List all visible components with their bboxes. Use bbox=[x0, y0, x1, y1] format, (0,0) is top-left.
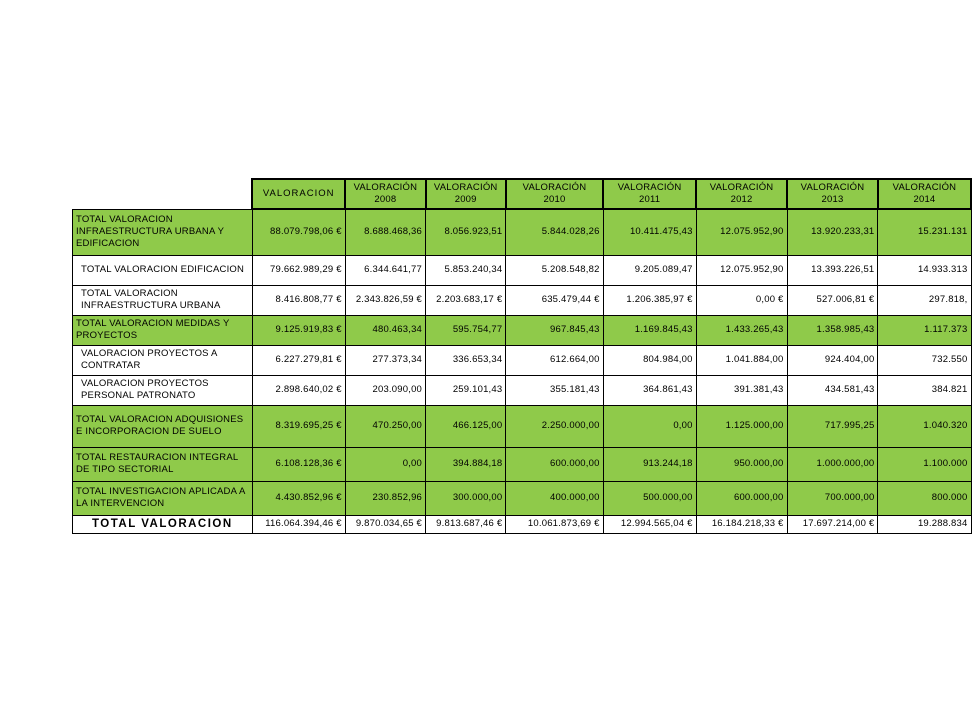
value-cell: 600.000,00 bbox=[506, 447, 603, 481]
value-cell: 700.000,00 bbox=[787, 481, 878, 515]
value-cell: 480.463,34 bbox=[345, 315, 425, 345]
total-value-cell: 9.813.687,46 € bbox=[426, 515, 506, 533]
value-cell: 300.000,00 bbox=[426, 481, 506, 515]
table-viewport bbox=[72, 178, 968, 538]
value-cell: 8.416.808,77 € bbox=[252, 285, 345, 315]
row-label: TOTAL RESTAURACION INTEGRAL DE TIPO SECTORIAL bbox=[73, 447, 253, 481]
value-cell: 259.101,43 bbox=[426, 375, 506, 405]
table-body bbox=[73, 209, 972, 533]
header-text: VALORACIÓN 2011 bbox=[617, 182, 682, 205]
value-cell: 924.404,00 bbox=[787, 345, 878, 375]
header-cell bbox=[878, 179, 971, 209]
value-cell: 2.203.683,17 € bbox=[426, 285, 506, 315]
value-cell: 13.920.233,31 bbox=[787, 209, 878, 255]
valuation-table bbox=[72, 178, 972, 534]
value-cell: 5.208.548,82 bbox=[506, 255, 603, 285]
value-cell: 203.090,00 bbox=[345, 375, 425, 405]
value-cell: 277.373,34 bbox=[345, 345, 425, 375]
table-row bbox=[73, 285, 972, 315]
value-cell: 230.852,96 bbox=[345, 481, 425, 515]
value-cell: 0,00 bbox=[345, 447, 425, 481]
value-cell: 88.079.798,06 € bbox=[252, 209, 345, 255]
value-cell: 400.000,00 bbox=[506, 481, 603, 515]
row-label: VALORACION PROYECTOS A CONTRATAR bbox=[73, 345, 253, 375]
table-row bbox=[73, 375, 972, 405]
value-cell: 2.250.000,00 bbox=[506, 405, 603, 447]
value-cell: 2.343.826,59 € bbox=[345, 285, 425, 315]
value-cell: 0,00 € bbox=[696, 285, 787, 315]
value-cell: 12.075.952,90 bbox=[696, 255, 787, 285]
value-cell: 913.244,18 bbox=[603, 447, 696, 481]
value-cell: 500.000,00 bbox=[603, 481, 696, 515]
value-cell: 5.844.028,26 bbox=[506, 209, 603, 255]
value-cell: 14.933.313 bbox=[878, 255, 971, 285]
header-text: VALORACIÓN 2012 bbox=[709, 182, 774, 205]
header-row bbox=[73, 179, 972, 209]
value-cell: 355.181,43 bbox=[506, 375, 603, 405]
value-cell: 1.433.265,43 bbox=[696, 315, 787, 345]
value-cell: 595.754,77 bbox=[426, 315, 506, 345]
row-label: TOTAL VALORACION EDIFICACION bbox=[73, 255, 253, 285]
header-cell bbox=[426, 179, 506, 209]
total-value-cell: 16.184.218,33 € bbox=[696, 515, 787, 533]
row-label: TOTAL INVESTIGACION APLICADA A LA INTERVENCION bbox=[73, 481, 253, 515]
value-cell: 466.125,00 bbox=[426, 405, 506, 447]
value-cell: 434.581,43 bbox=[787, 375, 878, 405]
value-cell: 635.479,44 € bbox=[506, 285, 603, 315]
header-text: VALORACIÓN 2010 bbox=[522, 182, 587, 205]
header-text: VALORACIÓN 2014 bbox=[892, 182, 957, 205]
row-label: VALORACION PROYECTOS PERSONAL PATRONATO bbox=[73, 375, 253, 405]
value-cell: 4.430.852,96 € bbox=[252, 481, 345, 515]
value-cell: 804.984,00 bbox=[603, 345, 696, 375]
total-value-cell: 9.870.034,65 € bbox=[345, 515, 425, 533]
value-cell: 6.227.279,81 € bbox=[252, 345, 345, 375]
value-cell: 800.000 bbox=[878, 481, 971, 515]
table-row bbox=[73, 255, 972, 285]
value-cell: 527.006,81 € bbox=[787, 285, 878, 315]
value-cell: 10.411.475,43 bbox=[603, 209, 696, 255]
value-cell: 79.662.989,29 € bbox=[252, 255, 345, 285]
value-cell: 612.664,00 bbox=[506, 345, 603, 375]
value-cell: 336.653,34 bbox=[426, 345, 506, 375]
value-cell: 12.075.952,90 bbox=[696, 209, 787, 255]
total-value-cell: 17.697.214,00 € bbox=[787, 515, 878, 533]
value-cell: 6.344.641,77 bbox=[345, 255, 425, 285]
total-value-cell: 116.064.394,46 € bbox=[252, 515, 345, 533]
value-cell: 1.169.845,43 bbox=[603, 315, 696, 345]
total-value-cell: 10.061.873,69 € bbox=[506, 515, 603, 533]
value-cell: 2.898.640,02 € bbox=[252, 375, 345, 405]
value-cell: 1.041.884,00 bbox=[696, 345, 787, 375]
value-cell: 297.818, bbox=[878, 285, 971, 315]
value-cell: 9.205.089,47 bbox=[603, 255, 696, 285]
table-row bbox=[73, 481, 972, 515]
table-row bbox=[73, 447, 972, 481]
header-cell bbox=[603, 179, 696, 209]
value-cell: 1.100.000 bbox=[878, 447, 971, 481]
value-cell: 1.040.320 bbox=[878, 405, 971, 447]
header-cell: VALORACION bbox=[252, 179, 345, 209]
table-row bbox=[73, 315, 972, 345]
value-cell: 1.000.000,00 bbox=[787, 447, 878, 481]
value-cell: 391.381,43 bbox=[696, 375, 787, 405]
value-cell: 9.125.919,83 € bbox=[252, 315, 345, 345]
value-cell: 8.056.923,51 bbox=[426, 209, 506, 255]
value-cell: 470.250,00 bbox=[345, 405, 425, 447]
header-text: VALORACIÓN 2009 bbox=[433, 182, 498, 205]
value-cell: 1.206.385,97 € bbox=[603, 285, 696, 315]
value-cell: 732.550 bbox=[878, 345, 971, 375]
value-cell: 967.845,43 bbox=[506, 315, 603, 345]
value-cell: 5.853.240,34 bbox=[426, 255, 506, 285]
total-row bbox=[73, 515, 972, 533]
total-value-cell: 12.994.565,04 € bbox=[603, 515, 696, 533]
value-cell: 1.125.000,00 bbox=[696, 405, 787, 447]
value-cell: 13.393.226,51 bbox=[787, 255, 878, 285]
table-row bbox=[73, 345, 972, 375]
value-cell: 364.861,43 bbox=[603, 375, 696, 405]
value-cell: 6.108.128,36 € bbox=[252, 447, 345, 481]
header-corner bbox=[73, 179, 253, 209]
row-label: TOTAL VALORACION INFRAESTRUCTURA URBANA bbox=[73, 285, 253, 315]
value-cell: 717.995,25 bbox=[787, 405, 878, 447]
row-label: TOTAL VALORACION MEDIDAS Y PROYECTOS bbox=[73, 315, 253, 345]
row-label: TOTAL VALORACION ADQUISIONES E INCORPORACION DE SUELO bbox=[73, 405, 253, 447]
header-cell bbox=[787, 179, 878, 209]
value-cell: 15.231.131 bbox=[878, 209, 971, 255]
header-text: VALORACIÓN 2008 bbox=[353, 182, 418, 205]
value-cell: 8.688.468,36 bbox=[345, 209, 425, 255]
value-cell: 600.000,00 bbox=[696, 481, 787, 515]
value-cell: 8.319.695,25 € bbox=[252, 405, 345, 447]
value-cell: 384.821 bbox=[878, 375, 971, 405]
total-label: TOTAL VALORACION bbox=[73, 515, 253, 533]
header-cell bbox=[696, 179, 787, 209]
row-label: TOTAL VALORACION INFRAESTRUCTURA URBANA Y EDIFICACION bbox=[73, 209, 253, 255]
header-cell bbox=[345, 179, 425, 209]
total-value-cell: 19.288.834 bbox=[878, 515, 971, 533]
table-row bbox=[73, 209, 972, 255]
value-cell: 394.884,18 bbox=[426, 447, 506, 481]
value-cell: 950.000,00 bbox=[696, 447, 787, 481]
value-cell: 1.358.985,43 bbox=[787, 315, 878, 345]
table-row bbox=[73, 405, 972, 447]
header-text: VALORACIÓN 2013 bbox=[800, 182, 865, 205]
header-cell bbox=[506, 179, 603, 209]
value-cell: 1.117.373 bbox=[878, 315, 971, 345]
value-cell: 0,00 bbox=[603, 405, 696, 447]
